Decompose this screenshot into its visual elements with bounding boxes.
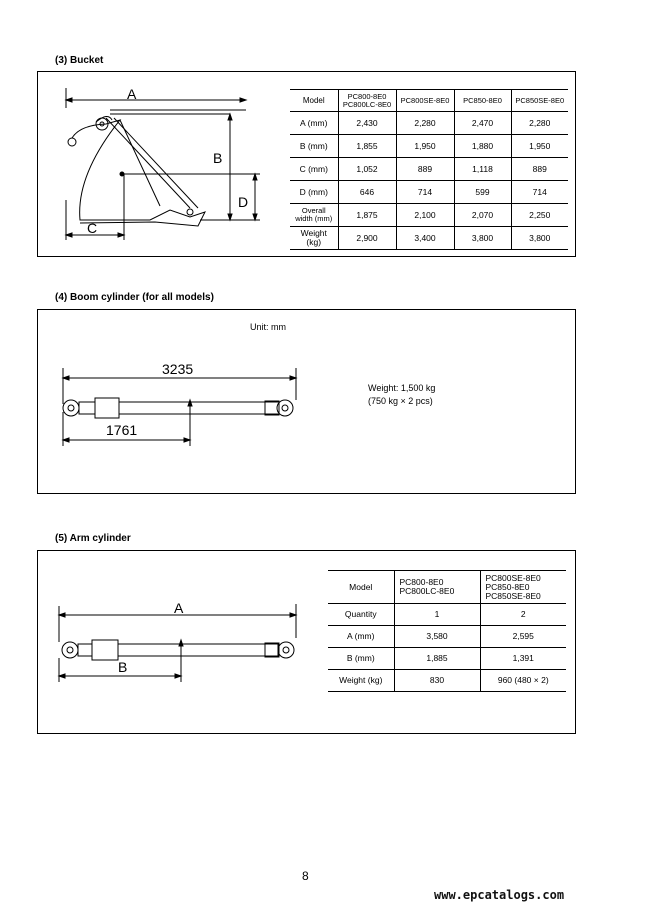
table-row <box>290 158 568 181</box>
arm-dim-a: A <box>174 600 184 616</box>
table-cell: 2,430 <box>338 112 396 135</box>
arm-heading: (5) Arm cylinder <box>55 533 131 544</box>
bucket-dim-a: A <box>127 86 137 102</box>
table-cell: 1,052 <box>338 158 396 181</box>
table-cell: 3,800 <box>511 227 568 250</box>
table-cell: 2,280 <box>511 112 568 135</box>
bucket-dim-b: B <box>213 150 223 166</box>
table-row <box>290 204 568 227</box>
table-cell: 3,800 <box>454 227 511 250</box>
table-cell: 889 <box>396 158 454 181</box>
bucket-dim-c: C <box>87 220 98 236</box>
table-cell: 2 <box>480 604 566 626</box>
bucket-col-header: PC800SE-8E0 <box>396 90 454 112</box>
table-cell: 2,900 <box>338 227 396 250</box>
bucket-col-header: PC850SE-8E0 <box>511 90 568 112</box>
boom-dim-pin: 1761 <box>106 422 138 438</box>
table-cell: 1,391 <box>480 648 566 670</box>
bucket-heading: (3) Bucket <box>55 55 104 66</box>
table-cell: 3,400 <box>396 227 454 250</box>
table-cell: 1,885 <box>394 648 480 670</box>
arm-col-header: Model <box>328 571 394 604</box>
boom-heading: (4) Boom cylinder (for all models) <box>55 292 214 303</box>
table-row <box>290 227 568 250</box>
table-cell: Weight (kg) <box>328 670 394 692</box>
table-cell: 714 <box>396 181 454 204</box>
boom-weight: Weight: 1,500 kg <box>368 383 436 393</box>
table-row <box>328 648 566 670</box>
table-row <box>290 112 568 135</box>
table-cell: Weight (kg) <box>290 227 338 250</box>
table-cell: 1,950 <box>511 135 568 158</box>
bucket-col-header: PC850-8E0 <box>454 90 511 112</box>
table-cell: 1 <box>394 604 480 626</box>
table-cell: 3,580 <box>394 626 480 648</box>
table-cell: Overall width (mm) <box>290 204 338 227</box>
table-cell: B (mm) <box>290 135 338 158</box>
arm-spec-table <box>328 570 566 692</box>
table-cell: D (mm) <box>290 181 338 204</box>
table-cell: A (mm) <box>290 112 338 135</box>
table-cell: 1,880 <box>454 135 511 158</box>
table-cell: 1,118 <box>454 158 511 181</box>
table-row <box>328 626 566 648</box>
table-row <box>290 135 568 158</box>
table-row <box>328 604 566 626</box>
table-cell: 646 <box>338 181 396 204</box>
bucket-dim-d: D <box>238 194 249 210</box>
arm-dim-b: B <box>118 659 128 675</box>
boom-weight-detail: (750 kg × 2 pcs) <box>368 396 433 406</box>
table-cell: A (mm) <box>328 626 394 648</box>
table-cell: 889 <box>511 158 568 181</box>
arm-col-header: PC800-8E0 PC800LC-8E0 <box>394 571 480 604</box>
boom-unit-label: Unit: mm <box>250 322 286 332</box>
table-row <box>290 181 568 204</box>
table-cell: 2,100 <box>396 204 454 227</box>
table-cell: 830 <box>394 670 480 692</box>
table-cell: B (mm) <box>328 648 394 670</box>
table-cell: 1,875 <box>338 204 396 227</box>
table-cell: 714 <box>511 181 568 204</box>
table-cell: Quantity <box>328 604 394 626</box>
table-cell: 599 <box>454 181 511 204</box>
table-cell: 2,250 <box>511 204 568 227</box>
table-cell: 1,855 <box>338 135 396 158</box>
boom-dim-total: 3235 <box>162 361 194 377</box>
table-cell: 2,595 <box>480 626 566 648</box>
table-cell: 2,280 <box>396 112 454 135</box>
page-number: 8 <box>302 869 309 883</box>
table-cell: 2,070 <box>454 204 511 227</box>
bucket-diagram <box>50 80 280 250</box>
table-cell: 2,470 <box>454 112 511 135</box>
website-url[interactable]: www.epcatalogs.com <box>434 888 565 902</box>
bucket-col-header: PC800-8E0 PC800LC-8E0 <box>338 90 396 112</box>
table-cell: 1,950 <box>396 135 454 158</box>
arm-col-header: PC800SE-8E0 PC850-8E0 PC850SE-8E0 <box>480 571 566 604</box>
table-row <box>328 670 566 692</box>
table-cell: C (mm) <box>290 158 338 181</box>
table-cell: 960 (480 × 2) <box>480 670 566 692</box>
bucket-col-header: Model <box>290 90 338 112</box>
bucket-spec-table <box>290 89 568 250</box>
